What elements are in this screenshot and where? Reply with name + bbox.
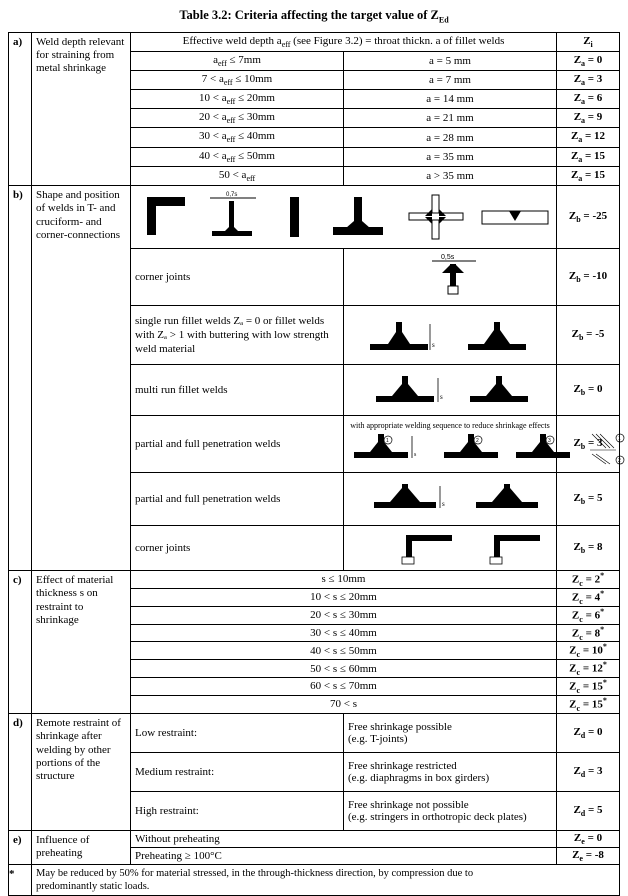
z-sym: Z [569,681,576,693]
weld-figure-note: with appropriate welding sequence to reduce shrinkage effects [344,421,556,430]
dim-label-4: s [440,393,443,401]
weld-figure-cell-4 [344,365,557,416]
weld-figure-plate-vee-icon [476,191,554,243]
weld-figure-cell-7 [344,526,557,571]
row-label-d-text: d) [9,714,31,729]
cond-prefix: 50 < [219,169,242,181]
cond-pre: a [242,169,247,181]
row-category-d-text: Remote restraint of shrinkage after welding by other portions of the structure [32,714,130,787]
weld-figure-tjoint-icon [321,191,395,243]
z-sub: a [581,97,585,106]
weld-figure-cell-6 [344,473,557,526]
cond-pre: a [222,111,227,123]
z-sub: a [578,155,582,164]
cond-sub: eff [218,59,227,68]
z-value [557,109,620,128]
footnote-marker: * [600,571,604,580]
weld-desc-6: partial and full penetration welds [131,473,344,526]
z-val: = 15 [582,169,605,181]
footnote-row [9,864,620,895]
thickness-condition: s ≤ 10mm [131,571,557,589]
z-value [557,791,620,830]
cond-pre: a [222,130,227,142]
z-val: = 4 [583,592,600,604]
cond-sub: eff [227,116,236,125]
z-val: = 0 [585,726,602,738]
row-category-d [32,713,131,830]
weld-desc-2: corner joints [131,249,344,306]
z-sym: Z [569,210,576,222]
dim-label-3: s [432,341,435,349]
z-sym: Z [573,492,580,504]
z-sym: Z [572,849,579,861]
cond-prefix: 10 < [199,92,222,104]
row-label-e [9,830,32,864]
z-value [557,365,620,416]
footnote-line1: May be reduced by 50% for material stressed, in the through-thickness direction, by compression due to [36,867,615,880]
criteria-table [8,32,620,896]
restraint-desc-line2: (e.g. stringers in orthotropic deck plates) [348,811,552,823]
z-value [557,606,620,624]
z-sym: Z [571,130,578,142]
cond-sub: eff [227,136,236,145]
z-value [557,588,620,606]
footnote-marker: * [603,696,607,705]
z-sub: d [581,731,585,740]
restraint-desc-line1: Free shrinkage possible [348,721,552,733]
throat-value: a = 21 mm [344,109,557,128]
z-value [557,70,620,89]
z-sym: Z [574,54,581,66]
restraint-desc [344,791,557,830]
preheat-condition: Preheating ≥ 100°C [131,847,557,864]
svg-text:2: 2 [618,458,621,464]
thickness-condition: 60 < s ≤ 70mm [131,678,557,696]
z-value [557,624,620,642]
footnote-line2: predominantly static loads. [36,880,615,893]
z-sym: Z [573,726,580,738]
z-val: = 0 [585,54,602,66]
weld-figure-corner-joint-2-icon [344,529,574,567]
z-header-text: Z [583,35,590,47]
z-sym: Z [574,832,581,844]
z-sub: a [578,174,582,183]
z-value [557,166,620,185]
z-val: = 5 [585,492,602,504]
z-val: = 15 [582,150,605,162]
title-subscript: Ed [439,16,449,25]
z-sub: c [579,579,583,588]
z-val: = 15 [580,681,603,693]
throat-value: a = 14 mm [344,90,557,109]
z-sym: Z [573,383,580,395]
z-value [557,51,620,70]
z-sub: b [579,333,583,342]
footnote-marker: * [603,678,607,687]
z-sub: c [577,704,581,713]
z-value [557,678,620,696]
z-sym: Z [573,541,580,553]
table-row-d [9,713,620,752]
z-val: = -25 [581,210,607,222]
z-header-sub: i [591,40,593,49]
z-sym: Z [571,150,578,162]
row-label-e-text: e) [9,831,31,846]
z-val: = -5 [583,328,604,340]
cond-sub: eff [224,78,233,87]
table-row-e [9,830,620,847]
svg-text:1: 1 [386,438,389,444]
table-row-a [9,32,620,51]
thickness-condition: 20 < s ≤ 30mm [131,606,557,624]
cond-post: ≤ 40mm [235,130,275,142]
z-sub: c [577,686,581,695]
row-category-c-text: Effect of material thickness s on restraint to shrinkage [32,571,130,631]
restraint-desc [344,752,557,791]
restraint-desc-line2: (e.g. diaphragms in box girders) [348,772,552,784]
z-sub: c [577,650,581,659]
row-label-a-text: a) [9,33,31,48]
cond-post: ≤ 7mm [227,54,261,66]
footnote-marker: * [600,625,604,634]
preheat-condition: Without preheating [131,830,557,847]
z-sub: a [581,116,585,125]
z-value [557,473,620,526]
svg-text:1: 1 [618,436,621,442]
row-category-e-text: Influence of preheating [32,831,130,864]
weld-depth-condition [131,51,344,70]
weld-figure-cell-5 [344,416,557,473]
z-val: = -8 [583,849,604,861]
restraint-name: Medium restraint: [131,752,344,791]
z-val: = 8 [583,627,600,639]
cond-sub: eff [227,97,236,106]
row-category-a [32,32,131,186]
weld-depth-header-pre: Effective weld depth a [183,35,282,47]
z-value [557,526,620,571]
cond-pre: a [222,150,227,162]
throat-value: a > 35 mm [344,166,557,185]
z-value [557,186,620,249]
z-val: = 3 [585,765,602,777]
weld-desc-3: single run fillet welds Zₐ = 0 or fillet welds with Zₐ > 1 with buttering with low strength weld material [131,306,344,365]
weld-figure-cell-1 [131,186,557,249]
z-sub: c [579,597,583,606]
weld-figure-cruciform-icon [399,191,473,243]
cond-post: ≤ 20mm [235,92,275,104]
table-row-c [9,571,620,589]
throat-value: a = 5 mm [344,51,557,70]
weld-figure-lap-icon [133,191,195,243]
z-val: = 10 [580,645,603,657]
row-category-c [32,571,131,714]
z-sub: c [579,615,583,624]
z-sym: Z [569,270,576,282]
z-value [557,642,620,660]
page-title [8,8,620,25]
z-val: = 5 [585,804,602,816]
weld-depth-condition [131,147,344,166]
z-val: = 12 [582,130,605,142]
z-val: = 0 [585,832,602,844]
z-val: = 2 [583,574,600,586]
z-sub: b [581,388,585,397]
row-label-b [9,186,32,571]
weld-depth-condition [131,70,344,89]
cond-prefix: 20 < [199,111,222,123]
restraint-name: High restraint: [131,791,344,830]
footnote-marker: * [603,660,607,669]
weld-depth-condition [131,90,344,109]
weld-figure-fillet-pair-icon [344,310,564,360]
cond-post: ≤ 50mm [235,150,275,162]
z-sub: a [581,59,585,68]
z-sym: Z [574,92,581,104]
z-sym: Z [572,592,579,604]
throat-value: a = 28 mm [344,128,557,147]
row-label-a [9,32,32,186]
z-sub: b [576,215,580,224]
z-sym: Z [573,765,580,777]
z-sym: Z [569,663,576,675]
thickness-condition: 40 < s ≤ 50mm [131,642,557,660]
throat-value: a = 7 mm [344,70,557,89]
z-value [557,571,620,589]
svg-text:3: 3 [548,438,551,444]
z-val: = 3 [585,437,602,449]
z-value [557,695,620,713]
z-val: = 0 [585,383,602,395]
z-header [557,32,620,51]
weld-depth-condition [131,128,344,147]
weld-depth-header [131,32,557,51]
thickness-condition: 50 < s ≤ 60mm [131,660,557,678]
z-sym: Z [571,169,578,181]
weld-desc-4: multi run fillet welds [131,365,344,416]
z-sym: Z [574,73,581,85]
footnote-marker-cell: * [9,864,32,895]
z-sub: c [579,632,583,641]
footnote-marker: * [600,589,604,598]
z-value [557,147,620,166]
z-sub: b [581,497,585,506]
row-label-c [9,571,32,714]
z-value [557,90,620,109]
weld-figure-corner-joint-icon [344,253,564,301]
table-row-b [9,186,620,249]
z-val: = 6 [583,609,600,621]
z-value [557,306,620,365]
z-value [557,713,620,752]
z-sym: Z [573,437,580,449]
row-category-e [32,830,131,864]
dim-label-1: 0,7s [226,192,237,198]
cond-prefix: 30 < [199,130,222,142]
restraint-desc-line1: Free shrinkage restricted [348,760,552,772]
z-value [557,128,620,147]
dim-label-2: 0,5s [441,254,455,261]
weld-desc-5: partial and full penetration welds [131,416,344,473]
z-val: = -10 [581,270,607,282]
footnote-marker: * [603,642,607,651]
z-val: = 9 [585,111,602,123]
dim-label-6: s [442,500,445,508]
z-sub: d [581,809,585,818]
footnote-marker: * [600,607,604,616]
cond-pre: a [219,73,224,85]
z-sub: b [576,275,580,284]
weld-figure-multirun-icon [344,368,564,412]
z-sym: Z [572,328,579,340]
z-val: = 12 [580,663,603,675]
row-label-c-text: c) [9,571,31,586]
cond-sub: eff [227,155,236,164]
z-sym: Z [572,609,579,621]
restraint-desc [344,713,557,752]
footnote-text [32,864,620,895]
z-value [557,830,620,847]
z-sym: Z [573,804,580,816]
weld-figure-t-small-icon [198,191,268,243]
row-category-a-text: Weld depth relevant for straining from metal shrinkage [32,33,130,79]
z-value [557,660,620,678]
weld-figure-full-penetration-icon [344,478,574,520]
z-sub: d [581,770,585,779]
dim-label-5: s [414,452,417,458]
restraint-desc-line1: Free shrinkage not possible [348,799,552,811]
row-category-b [32,186,131,571]
z-sym: Z [574,111,581,123]
cond-post: ≤ 10mm [233,73,273,85]
restraint-desc-line2: (e.g. T-joints) [348,733,552,745]
z-sub: a [578,136,582,145]
title-text: Table 3.2: Criteria affecting the target value of Z [179,8,439,22]
restraint-name: Low restraint: [131,713,344,752]
weld-depth-condition [131,109,344,128]
thickness-condition: 30 < s ≤ 40mm [131,624,557,642]
cond-post: ≤ 30mm [235,111,275,123]
z-value [557,847,620,864]
thickness-condition: 70 < s [131,695,557,713]
z-value [557,752,620,791]
thickness-condition: 10 < s ≤ 20mm [131,588,557,606]
cond-pre: a [213,54,218,66]
z-val: = 8 [585,541,602,553]
weld-depth-condition [131,166,344,185]
weld-figure-bar-icon [272,191,318,243]
weld-depth-header-sub: eff [282,40,291,49]
row-label-d [9,713,32,830]
cond-prefix: 7 < [202,73,219,85]
z-val: = 15 [580,699,603,711]
cond-sub: eff [246,174,255,183]
throat-value: a = 35 mm [344,147,557,166]
z-sym: Z [572,627,579,639]
svg-text:2: 2 [476,438,479,444]
z-sym: Z [569,699,576,711]
weld-figure-cell-2 [344,249,557,306]
z-val: = 6 [585,92,602,104]
z-sym: Z [572,574,579,586]
cond-pre: a [222,92,227,104]
weld-desc-7: corner joints [131,526,344,571]
cond-prefix: 40 < [199,150,222,162]
z-sym: Z [569,645,576,657]
z-value [557,249,620,306]
weld-figure-cell-3 [344,306,557,365]
z-sub: a [581,78,585,87]
row-label-b-text: b) [9,186,31,201]
z-sub: e [581,837,585,846]
z-sub: e [579,854,583,863]
weld-depth-header-rest: (see Figure 3.2) = throat thickn. a of fillet welds [290,35,504,47]
z-sub: b [581,442,585,451]
weld-figure-group-1 [131,191,556,243]
z-sub: c [577,668,581,677]
z-sub: b [581,546,585,555]
row-category-b-text: Shape and position of welds in T- and cruciform- and corner-connections [32,186,130,246]
z-val: = 3 [585,73,602,85]
